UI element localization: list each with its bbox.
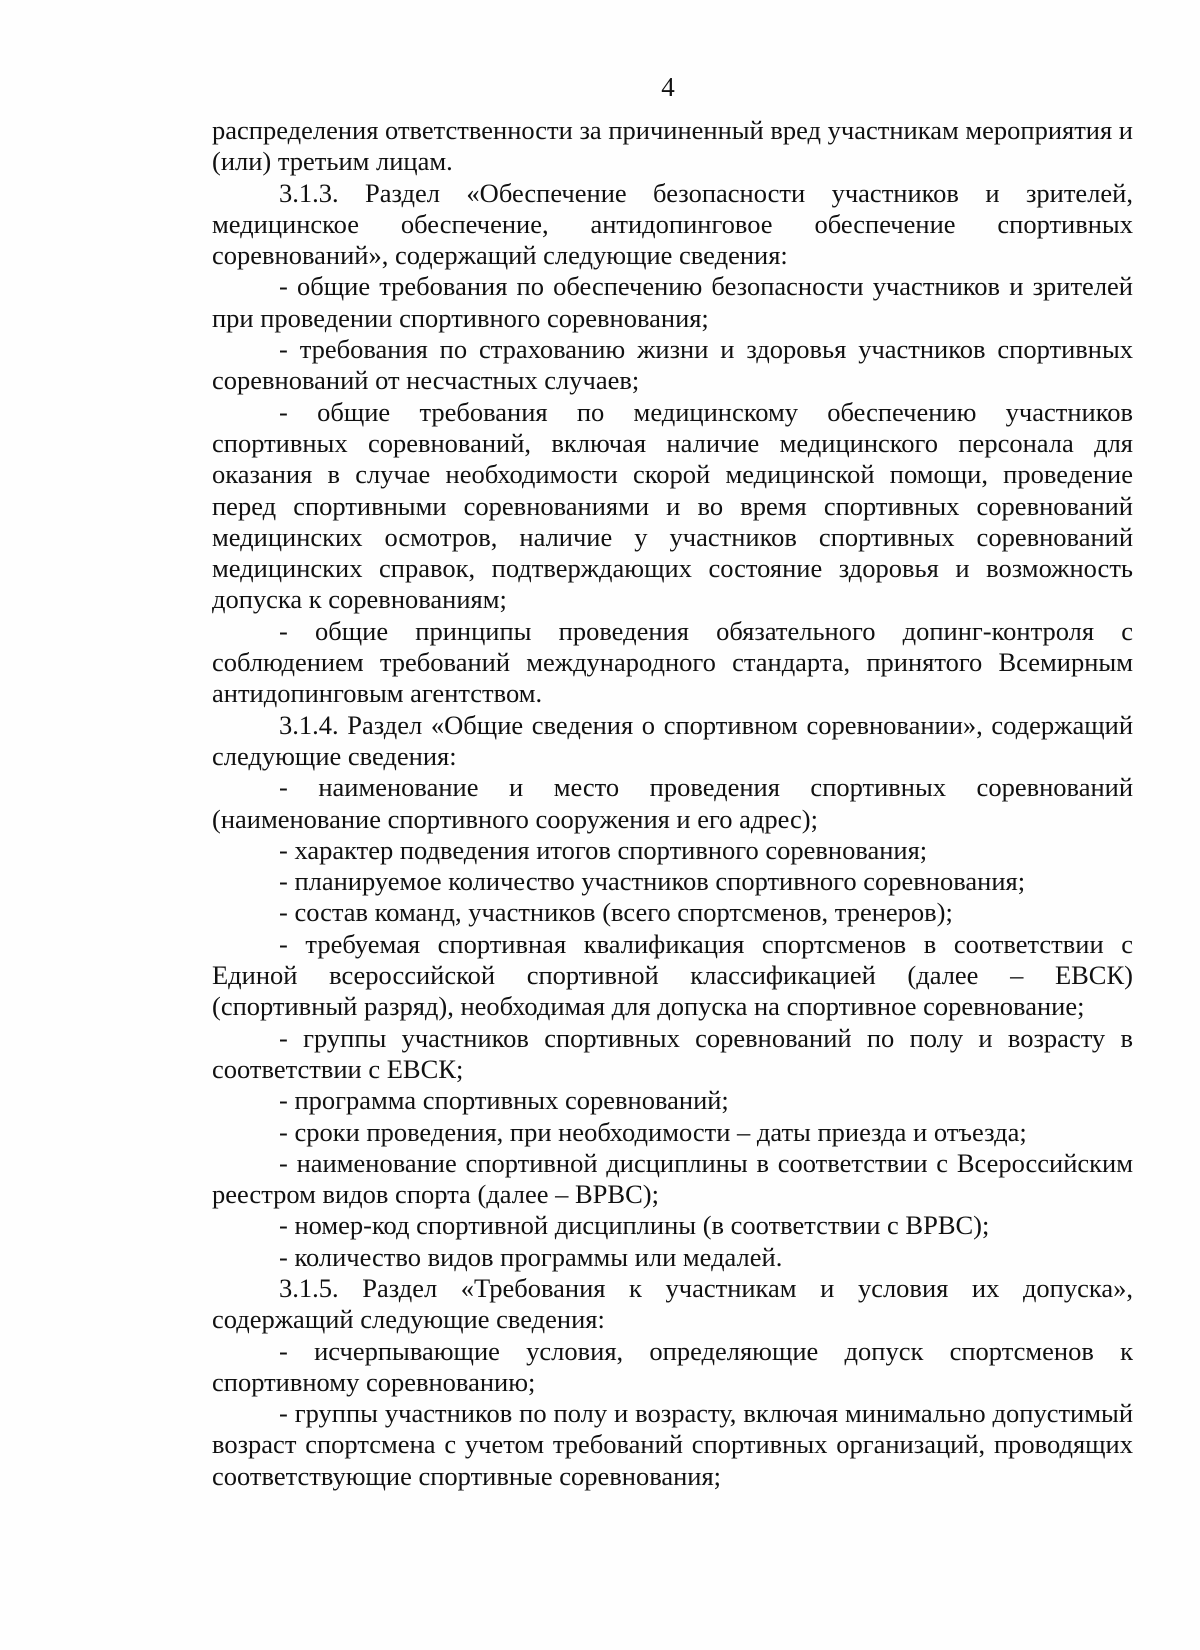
paragraph: - группы участников спортивных соревнований по полу и возрасту в соответствии с ЕВСК; — [212, 1022, 1133, 1084]
paragraph: - планируемое количество участников спортивного соревнования; — [279, 866, 1026, 897]
paragraph: - общие требования по обеспечению безопасности участников и зрителей при проведении спортивного соревнования; — [212, 271, 1133, 333]
page-number: 4 — [661, 72, 675, 102]
paragraph: - характер подведения итогов спортивного соревнования; — [279, 834, 928, 865]
paragraph: 3.1.3. Раздел «Обеспечение безопасности участников и зрителей, медицинское обеспечение, антидопинговое обеспечение спортивных соревнований», содержащий следующие сведения: — [212, 177, 1133, 271]
paragraph: - количество видов программы или медалей. — [279, 1241, 783, 1272]
paragraph: распределения ответственности за причиненный вред участникам мероприятия и (или) третьим лицам. — [212, 115, 1133, 177]
paragraph: - состав команд, участников (всего спортсменов, тренеров); — [279, 897, 953, 928]
paragraph: - требования по страхованию жизни и здоровья участников спортивных соревнований от несчастных случаев; — [212, 334, 1133, 396]
paragraph: - общие требования по медицинскому обеспечению участников спортивных соревнований, включая наличие медицинского персонала для оказания в случае необходимости скорой медицинской помощи, проведение перед спортивными соревнованиями и во время спортивных соревнований медицинских осмотров, наличие у участников спортивных соревнований медицинских справок, подтверждающих состояние здоровья и возможность допуска к соревнованиям; — [212, 396, 1133, 615]
document-body — [212, 115, 1133, 1492]
paragraph: - программа спортивных соревнований; — [279, 1085, 729, 1116]
paragraph: - группы участников по полу и возрасту, включая минимально допустимый возраст спортсмена с учетом требований спортивных организаций, проводящих соответствующие спортивные соревнования; — [212, 1398, 1133, 1491]
paragraph: - требуемая спортивная квалификация спортсменов в соответствии с Единой всероссийской спортивной классификацией (далее – ЕВСК) (спортивный разряд), необходимая для допуска на спортивное соревнование; — [212, 928, 1133, 1022]
paragraph: - общие принципы проведения обязательного допинг-контроля с соблюдением требований международного стандарта, принятого Всемирным антидопинговым агентством. — [212, 615, 1133, 709]
paragraph: - наименование и место проведения спортивных соревнований (наименование спортивного сооружения и его адрес); — [212, 772, 1133, 834]
paragraph: - сроки проведения, при необходимости – даты приезда и отъезда; — [279, 1116, 1027, 1147]
paragraph: - наименование спортивной дисциплины в соответствии с Всероссийским реестром видов спорта (далее – ВРВС); — [212, 1147, 1133, 1210]
paragraph: 3.1.4. Раздел «Общие сведения о спортивном соревновании», содержащий следующие сведения: — [212, 709, 1133, 771]
paragraph: - исчерпывающие условия, определяющие допуск спортсменов к спортивному соревнованию; — [212, 1335, 1133, 1397]
paragraph: - номер-код спортивной дисциплины (в соответствии с ВРВС); — [279, 1210, 990, 1241]
paragraph: 3.1.5. Раздел «Требования к участникам и условия их допуска», содержащий следующие сведения: — [212, 1272, 1133, 1335]
